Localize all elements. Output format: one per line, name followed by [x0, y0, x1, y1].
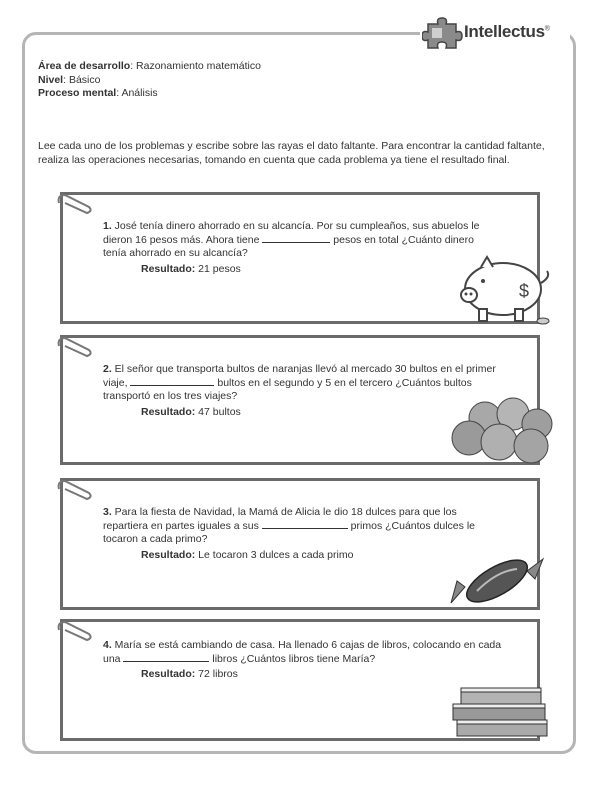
- result-4: Resultado: 72 libros: [141, 668, 238, 680]
- candy-icon: [447, 551, 547, 611]
- paperclip-icon: [55, 475, 95, 503]
- metadata-block: [38, 60, 261, 101]
- puzzle-piece-icon: [422, 16, 464, 52]
- result-1: Resultado: 21 pesos: [141, 262, 241, 275]
- answer-blank-3[interactable]: [262, 520, 348, 529]
- answer-blank-1[interactable]: [262, 234, 330, 243]
- nivel-line: Nivel: Básico: [38, 73, 101, 86]
- problem-card-1: [60, 192, 540, 324]
- area-line: Área de desarrollo: Razonamiento matemático: [38, 60, 261, 72]
- piggy-bank-icon: [459, 247, 555, 329]
- problem-card-2: [60, 335, 540, 465]
- problem-text-1: 1. José tenía dinero ahorrado en su alcancía. Por su cumpleaños, sus abuelos le dieron 16 pesos más. Ahora tiene pesos en total ¿Cuánto dinero tenía ahorrado en su alcancía? Resultado: 21 pesos: [103, 220, 480, 275]
- paperclip-icon: [55, 189, 95, 217]
- answer-blank-4[interactable]: [123, 653, 209, 662]
- paperclip-icon: [55, 332, 95, 360]
- instructions: Lee cada uno de los problemas y escribe sobre las rayas el dato faltante. Para encontrar la cantidad faltante, realiza las operaciones necesarias, tomando en cuenta que cada problema ya tiene el resultado final.: [38, 140, 545, 166]
- brand-name: Intellectus®: [464, 22, 550, 41]
- paperclip-icon: [55, 616, 95, 644]
- proceso-line: Proceso mental: Análisis: [38, 87, 158, 99]
- books-icon: [449, 682, 553, 742]
- problem-card-4: [60, 619, 540, 741]
- problem-text-4: 4. María se está cambiando de casa. Ha llenado 6 cajas de libros, colocando en cada una libros ¿Cuántos libros tiene María? Resultado: 72 libros: [103, 639, 502, 680]
- oranges-icon: [451, 394, 561, 470]
- problem-text-3: 3. Para la fiesta de Navidad, la Mamá de Alicia le dio 18 dulces para que los repartiera en partes iguales a sus primos ¿Cuántos dulces le tocaron a cada primo? Resultado: Le tocaron 3 dulces a cada primo: [103, 506, 481, 562]
- brand-logo: [420, 14, 570, 54]
- svg-text:$: $: [519, 281, 530, 301]
- problem-card-3: [60, 478, 540, 610]
- result-2: Resultado: 47 bultos: [141, 405, 241, 418]
- answer-blank-2[interactable]: [130, 377, 214, 386]
- result-3: Resultado: Le tocaron 3 dulces a cada primo: [141, 548, 354, 561]
- problem-text-2: 2. El señor que transporta bultos de naranjas llevó al mercado 30 bultos en el primer viaje, bultos en el segundo y 5 en el tercero ¿Cuántos bultos transportó en los tres viajes? Resultado: 47 bultos: [103, 363, 503, 419]
